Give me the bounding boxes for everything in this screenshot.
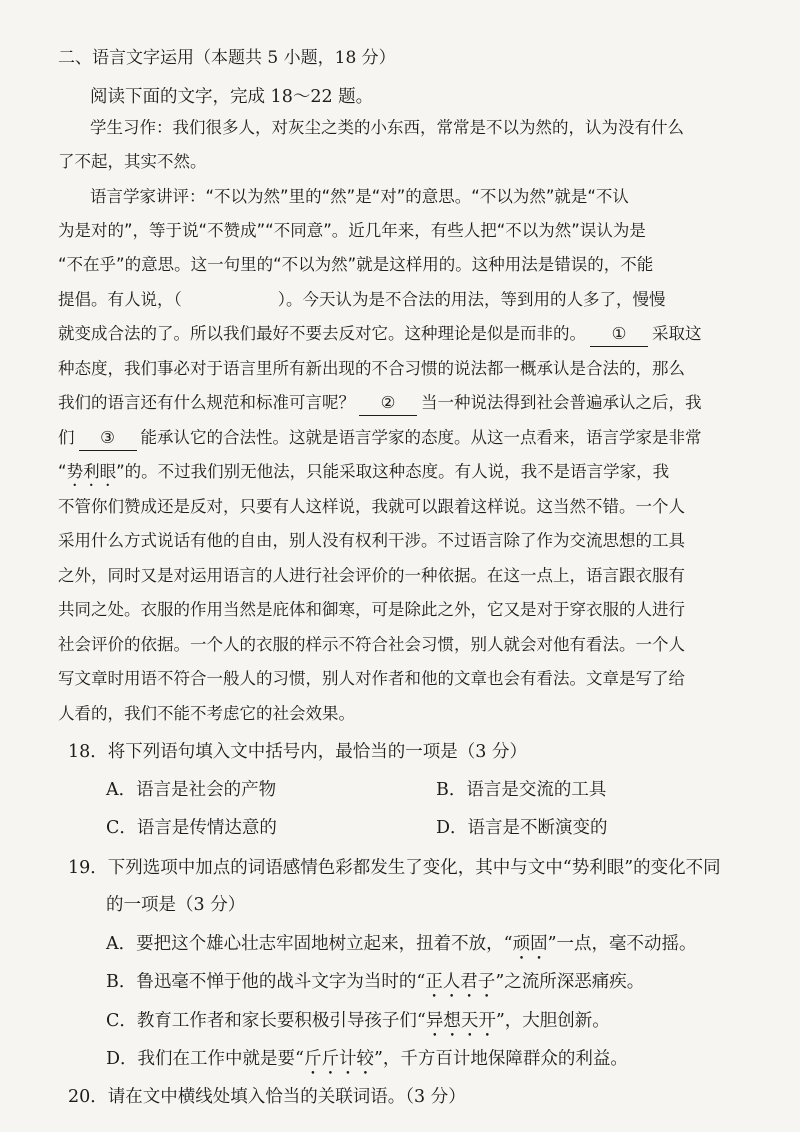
q19-b-dotted-word: 正人君子 [425, 972, 496, 992]
question-19-stem-2: 的一项是（3 分） [106, 895, 246, 915]
section-heading [58, 46, 800, 70]
linguist-comment-line-14: 社会评价的依据。一个人的衣服的样示不符合社会习惯，别人就会对他有看法。一个人 [58, 635, 685, 654]
question-20-stem: 20．请在文中横线处填入恰当的关联词语。（3 分） [68, 1087, 466, 1107]
q19-a-dotted-word: 顽固 [512, 934, 548, 954]
q19-option-d: D．我们在工作中就是要“斤斤计较”，千方百计地保障群众的利益。 [106, 1049, 628, 1069]
student-label: 学生习作： [90, 118, 173, 137]
linguist-comment-line-16: 人看的，我们不能不考虑它的社会效果。 [58, 704, 355, 723]
linguist-comment-line-10: 不管你们赞成还是反对，只要有人这样说，我就可以跟着这样说。这当然不错。一个人 [58, 497, 685, 516]
blank-1: ① [590, 322, 648, 347]
linguist-comment-line-9: “势利眼”的。不过我们别无他法，只能采取这种态度。有人说，我不是语言学家，我 [58, 462, 670, 481]
q18-option-b: B．语言是交流的工具 [436, 780, 607, 800]
linguist-comment-line-13: 共同之处。衣服的作用当然是庇体和御寒，可是除此之外，它又是对于穿衣服的人进行 [58, 600, 685, 619]
q19-option-a: A．要把这个雄心壮志牢固地树立起来，扭着不放，“顽固”一点，毫不动摇。 [106, 934, 697, 954]
shiliyan-dotted-word: 势利眼 [66, 462, 117, 481]
linguist-comment-line-2: 为是对的”，等于说“不赞成”“不同意”。近几年来，有些人把“不以为然”误认为是 [58, 221, 646, 240]
q18-option-d: D．语言是不断演变的 [436, 818, 608, 838]
student-essay-line-1 [90, 116, 800, 140]
linguist-comment-line-11: 采用什么方式说话有他的自由，别人没有权利干涉。不过语言除了作为交流思想的工具 [58, 531, 685, 550]
linguist-comment-line-1: 语言学家讲评：“不以为然”里的“然”是“对”的意思。“不以为然”就是“不认 [90, 187, 629, 206]
linguist-comment-line-15: 写文章时用语不符合一般人的习惯，别人对作者和他的文章也会有看法。文章是写了给 [58, 669, 685, 688]
linguist-label: 语言学家讲评： [90, 187, 206, 206]
student-text-1: 我们很多人，对灰尘之类的小东西，常常是不以为然的，认为没有什么 [172, 118, 684, 137]
linguist-comment-line-4: 提倡。有人说，（ ）。今天认为是不合法的用法，等到用的人多了，慢慢 [58, 290, 666, 309]
question-19-stem-1: 19．下列选项中加点的词语感情色彩都发生了变化，其中与文中“势利眼”的变化不同 [68, 858, 721, 878]
q18-option-a: A．语言是社会的产物 [106, 780, 277, 800]
blank-2: ② [359, 391, 417, 416]
q19-c-dotted-word: 异想天开 [425, 1011, 496, 1031]
linguist-comment-line-12: 之外，同时又是对运用语言的人进行社会评价的一种依据。在这一点上，语言跟衣服有 [58, 566, 685, 585]
reading-instruction: 阅读下面的文字，完成 18～22 题。 [90, 87, 374, 107]
section-title: 二、语言文字运用 [58, 48, 194, 68]
linguist-comment-line-8: 们 ③ 能承认它的合法性。这就是语言学家的态度。从这一点看来，语言学家是非常 [58, 426, 800, 451]
q18-option-c: C．语言是传情达意的 [106, 818, 277, 838]
q19-option-b: B．鲁迅毫不惮于他的战斗文字为当时的“正人君子”之流所深恶痛疾。 [106, 972, 645, 992]
q19-option-c: C．教育工作者和家长要积极引导孩子们“异想天开”，大胆创新。 [106, 1011, 610, 1031]
linguist-comment-line-5: 就变成合法的了。所以我们最好不要去反对它。这种理论是似是而非的。 ① 采取这 [58, 322, 800, 347]
section-subtitle: （本题共 5 小题，18 分） [194, 48, 396, 68]
blank-3: ③ [79, 426, 137, 451]
question-18-stem: 18．将下列语句填入文中括号内，最恰当的一项是（3 分） [68, 742, 527, 762]
linguist-comment-line-7: 我们的语言还有什么规范和标准可言呢？ ② 当一种说法得到社会普遍承认之后，我 [58, 391, 800, 416]
q19-d-dotted-word: 斤斤计较 [303, 1049, 374, 1069]
student-essay-line-2: 了不起，其实不然。 [58, 152, 207, 171]
linguist-comment-line-3: “不在乎”的意思。这一句里的“不以为然”就是这样用的。这种用法是错误的，不能 [58, 255, 654, 274]
linguist-comment-line-6: 种态度，我们事必对于语言里所有新出现的不合习惯的说法都一概承认是合法的，那么 [58, 359, 685, 378]
